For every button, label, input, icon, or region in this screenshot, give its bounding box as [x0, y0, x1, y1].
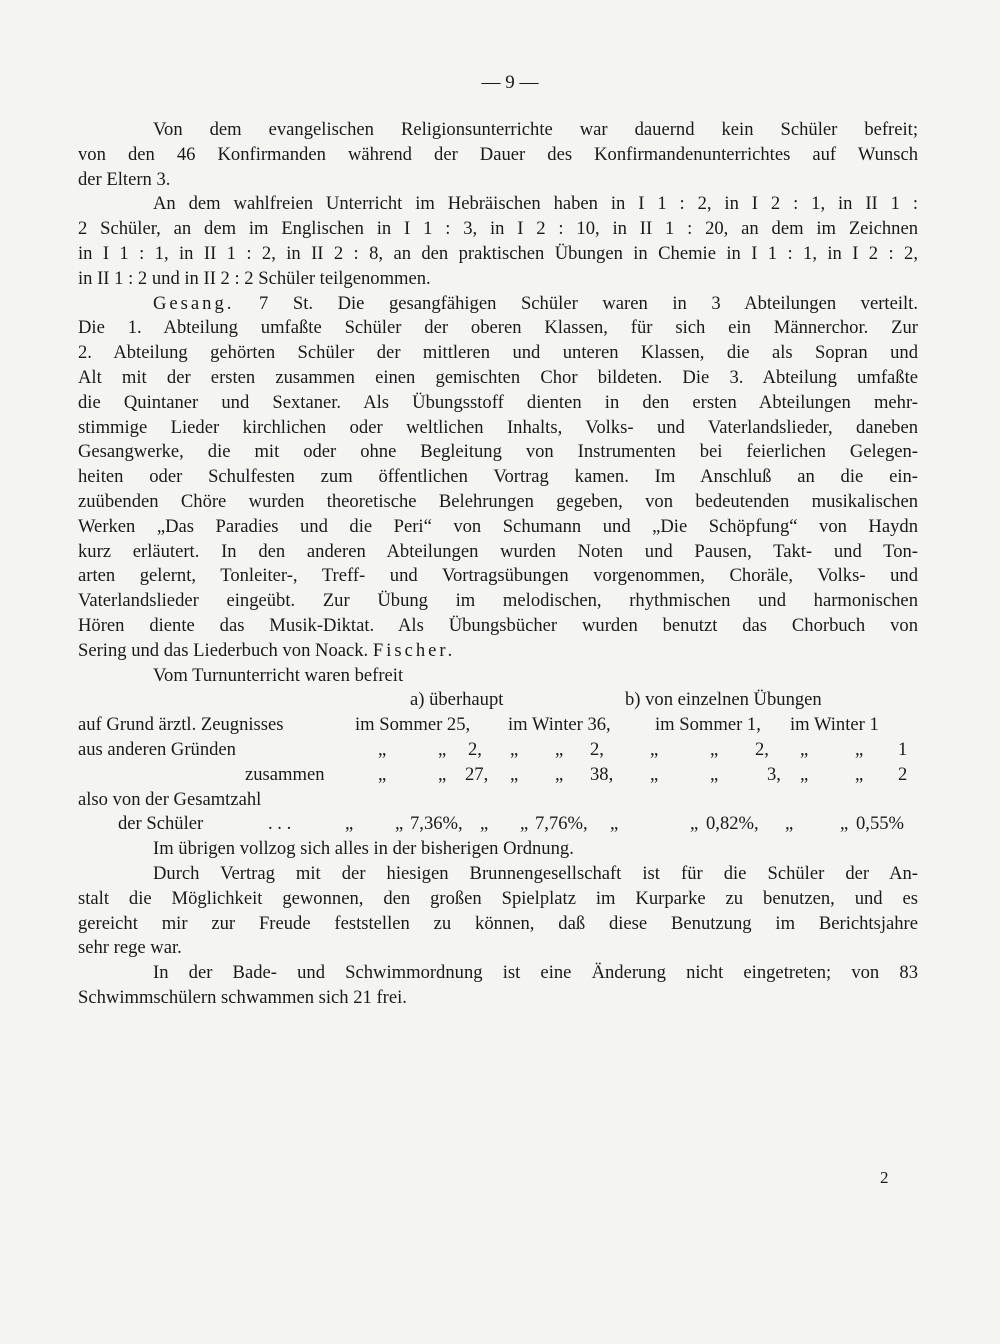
text-line: An dem wahlfreien Unterricht im Hebräischen haben in I 1 : 2, in I 2 : 1, in II 1 :: [153, 193, 918, 215]
cell: 27,: [465, 763, 489, 785]
table-header: [78, 688, 918, 713]
ditto-mark: „: [690, 813, 699, 835]
cell: 7,76%,: [535, 813, 588, 835]
leader-dots: . . .: [268, 813, 292, 835]
row-label: zusammen: [245, 763, 325, 785]
ditto-mark: „: [438, 738, 447, 760]
cell: 2,: [755, 738, 769, 760]
text-line: heiten oder Schulfesten zum öffentlichen Vortrag kamen. Im Anschluß an die ein-: [78, 466, 918, 488]
text-line: stalt die Möglichkeit gewonnen, den großen Spielplatz im Kurparke zu benutzen, und es: [78, 887, 918, 909]
text-line: von den 46 Konfirmanden während der Dauer des Konfirmandenunterrichtes auf Wunsch: [78, 143, 918, 165]
sheet-signature-mark: 2: [880, 1168, 889, 1187]
ditto-mark: „: [395, 813, 404, 835]
row-label: also von der Gesamtzahl: [78, 788, 262, 810]
ditto-mark: „: [840, 813, 849, 835]
text-line: In der Bade- und Schwimmordnung ist eine Änderung nicht eingetreten; von 83: [153, 962, 918, 984]
ditto-mark: „: [650, 738, 659, 760]
text-line: Alt mit der ersten zusammen einen gemischten Chor bildeten. Die 3. Abteilung umfaßte: [78, 366, 918, 388]
text-line: Schwimmschülern schwammen sich 21 frei.: [78, 986, 407, 1008]
column-header-b: b) von einzelnen Übungen: [625, 689, 822, 711]
row-label: auf Grund ärztl. Zeugnisses: [78, 714, 284, 736]
text-line: kurz erläutert. In den anderen Abteilungen wurden Noten und Pausen, Takt- und Ton-: [78, 540, 918, 562]
text-line: Durch Vertrag mit der hiesigen Brunnengesellschaft ist für die Schüler der An-: [153, 862, 918, 884]
ditto-mark: „: [800, 738, 809, 760]
ditto-mark: „: [510, 763, 519, 785]
text-line: Vom Turnunterricht waren befreit: [153, 664, 404, 686]
row-label: aus anderen Gründen: [78, 738, 236, 760]
text-line: [78, 639, 918, 664]
text-line: stimmige Lieder kirchlichen oder weltlichen Inhalts, Volks- und Vaterlandslieder, daneben: [78, 416, 918, 438]
author-signature: Fischer.: [372, 639, 456, 661]
ditto-mark: „: [610, 813, 619, 835]
text-line: [78, 292, 918, 317]
table-row: [78, 738, 918, 763]
ditto-mark: „: [438, 763, 447, 785]
ditto-mark: „: [855, 738, 864, 760]
text-line: sehr rege war.: [78, 937, 182, 959]
table-row: [78, 713, 918, 738]
ditto-mark: „: [710, 738, 719, 760]
ditto-mark: „: [800, 763, 809, 785]
text-line: der Eltern 3.: [78, 168, 171, 190]
ditto-mark: „: [378, 763, 387, 785]
text-span: 7 St. Die gesangfähigen Schüler waren in 3 Abteilungen verteilt.: [259, 292, 918, 314]
page-number: — 9 —: [481, 72, 539, 93]
text-line: in II 1 : 2 und in II 2 : 2 Schüler teilgenommen.: [78, 267, 431, 289]
cell: 2: [898, 763, 908, 785]
cell: im Sommer 1,: [655, 714, 761, 736]
text-line: in I 1 : 1, in II 1 : 2, in II 2 : 8, an den praktischen Übungen in Chemie in I 1 : 1, in I 2 : 2,: [78, 242, 918, 264]
page-body: [78, 118, 918, 1011]
text-line: Werken „Das Paradies und die Peri“ von Schumann und „Die Schöpfung“ von Haydn: [78, 515, 918, 537]
section-heading-gesang: Gesang.: [153, 292, 235, 314]
ditto-mark: „: [480, 813, 489, 835]
cell: 0,82%,: [706, 813, 759, 835]
text-line: zuübenden Chöre wurden theoretische Belehrungen gegeben, von bedeutenden musikalischen: [78, 490, 918, 512]
text-line: die Quintaner und Sextaner. Als Übungsstoff dienten in den ersten Abteilungen mehr-: [78, 391, 918, 413]
cell: 2,: [468, 738, 482, 760]
ditto-mark: „: [650, 763, 659, 785]
cell: 3,: [767, 763, 781, 785]
ditto-mark: „: [345, 813, 354, 835]
table-row: [78, 788, 918, 813]
table-row: [78, 763, 918, 788]
text-line: arten gelernt, Tonleiter-, Treff- und Vortragsübungen vorgenommen, Choräle, Volks- und: [78, 565, 918, 587]
ditto-mark: „: [555, 738, 564, 760]
text-line: Gesangwerke, die mit oder ohne Begleitung von Instrumenten bei feierlichen Gelegen-: [78, 441, 918, 463]
text-line: Hören diente das Musik-Diktat. Als Übungsbücher wurden benutzt das Chorbuch von: [78, 614, 918, 636]
text-span: Sering und das Liederbuch von Noack.: [78, 639, 369, 661]
cell: im Winter 36,: [508, 714, 611, 736]
ditto-mark: „: [520, 813, 529, 835]
ditto-mark: „: [510, 738, 519, 760]
ditto-mark: „: [710, 763, 719, 785]
text-line: 2 Schüler, an dem im Englischen in I 1 : 3, in I 2 : 10, in II 1 : 20, an dem im Zeichnen: [78, 218, 918, 240]
text-line: Im übrigen vollzog sich alles in der bisherigen Ordnung.: [153, 838, 574, 860]
ditto-mark: „: [378, 738, 387, 760]
table-row: [78, 812, 918, 837]
text-line: 2. Abteilung gehörten Schüler der mittleren und unteren Klassen, die als Sopran und: [78, 342, 918, 364]
text-line: Vaterlandslieder eingeübt. Zur Übung im melodischen, rhythmischen und harmonischen: [78, 590, 918, 612]
text-line: Von dem evangelischen Religionsunterrichte war dauernd kein Schüler befreit;: [153, 119, 918, 140]
ditto-mark: „: [855, 763, 864, 785]
text-line: Die 1. Abteilung umfaßte Schüler der oberen Klassen, für sich ein Männerchor. Zur: [78, 317, 918, 339]
cell: im Winter 1: [790, 714, 879, 736]
cell: im Sommer 25,: [355, 714, 471, 736]
ditto-mark: „: [555, 763, 564, 785]
column-header-a: a) überhaupt: [410, 689, 504, 711]
cell: 0,55%: [856, 813, 905, 835]
cell: 38,: [590, 763, 614, 785]
cell: 2,: [590, 738, 604, 760]
row-label: der Schüler: [118, 813, 204, 835]
cell: 1: [898, 738, 908, 760]
cell: 7,36%,: [410, 813, 463, 835]
text-line: gereicht mir zur Freude feststellen zu können, daß diese Benutzung im Berichtsjahre: [78, 912, 918, 934]
ditto-mark: „: [785, 813, 794, 835]
